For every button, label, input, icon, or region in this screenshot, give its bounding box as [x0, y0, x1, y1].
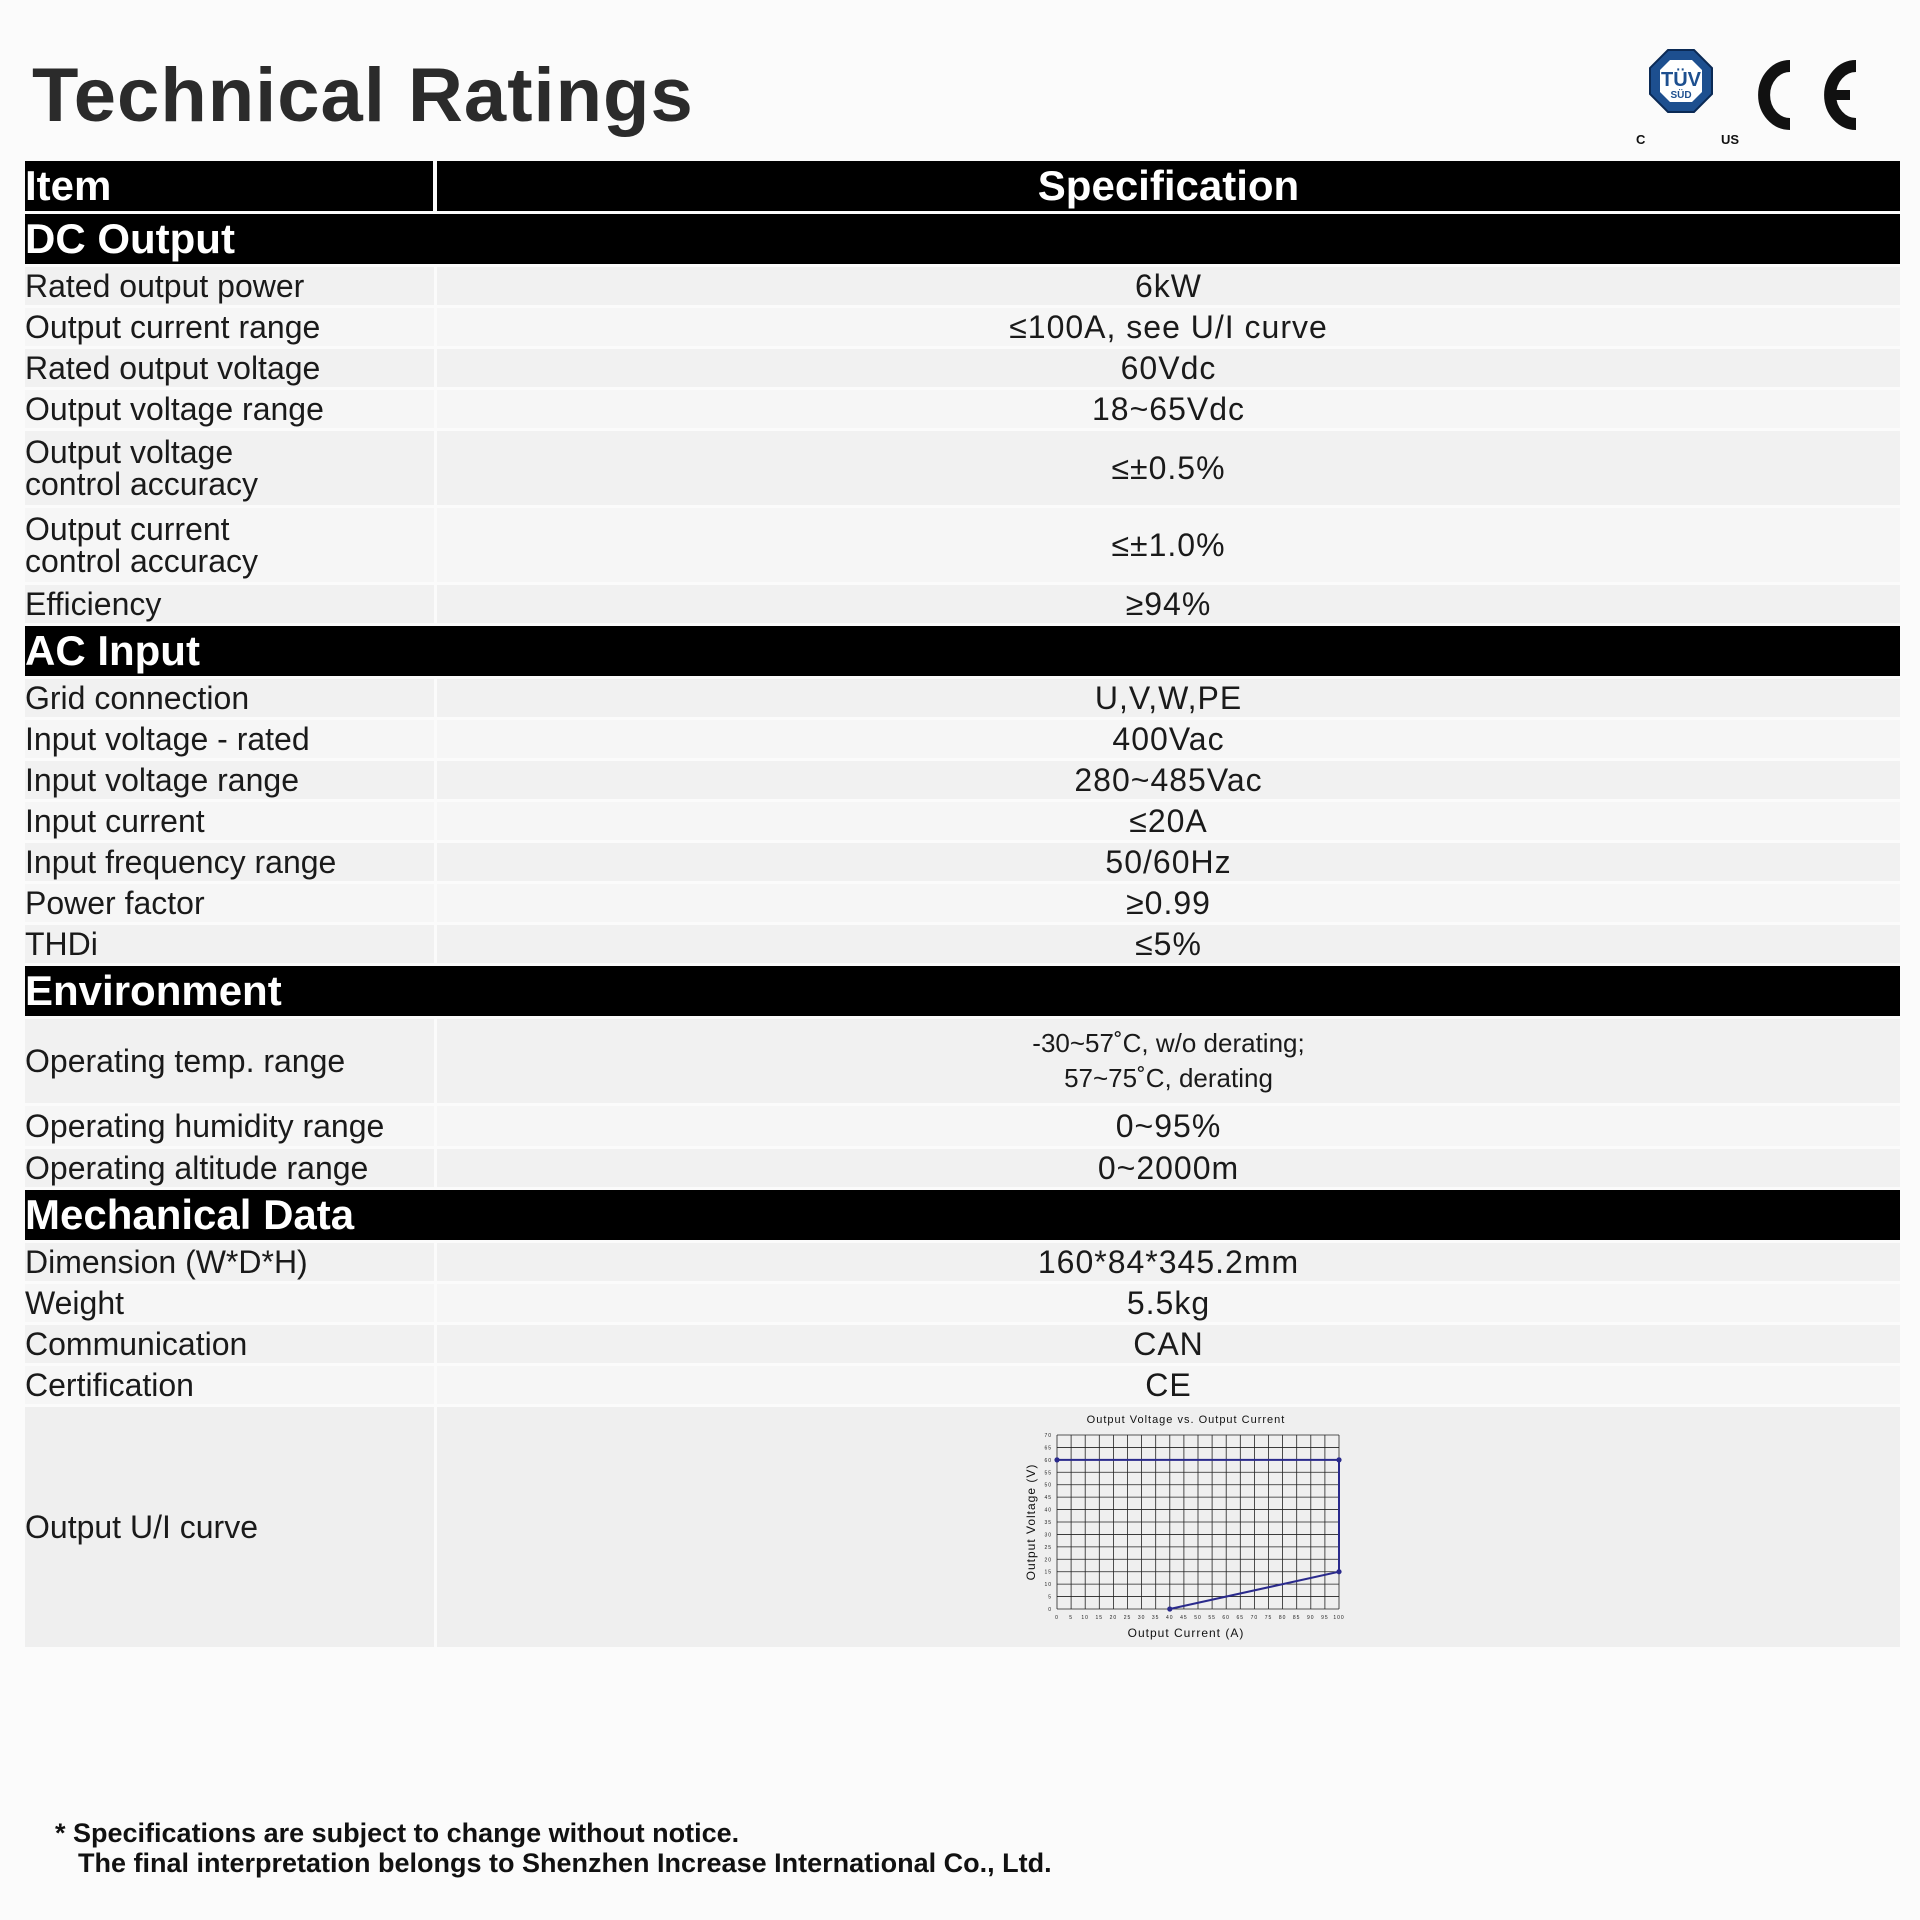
spec-cell: 0~2000m: [437, 1149, 1900, 1187]
item-cell: Input current: [25, 802, 437, 840]
table-row: [25, 267, 1900, 305]
section-title: Mechanical Data: [25, 1190, 1900, 1240]
spec-cell: ≤±0.5%: [437, 431, 1900, 505]
svg-text:SÜD: SÜD: [1670, 90, 1692, 101]
table-row: [25, 349, 1900, 387]
y-tick-label: 20: [1043, 1557, 1052, 1564]
item-cell: Power factor: [25, 884, 437, 922]
table-row: [25, 431, 1900, 505]
spec-cell: 50/60Hz: [437, 843, 1900, 881]
y-tick-label: 65: [1043, 1445, 1052, 1452]
x-tick-label: 10: [1080, 1615, 1089, 1621]
spec-cell: 18~65Vdc: [437, 390, 1900, 428]
spec-cell: 6kW: [437, 267, 1900, 305]
item-cell: Output U/I curve: [25, 1407, 437, 1647]
footnote-line-2: The final interpretation belongs to Shenzhen Increase International Co., Ltd.: [78, 1848, 1052, 1879]
x-tick-label: 25: [1123, 1615, 1131, 1621]
table-row: [25, 508, 1900, 582]
spec-cell: ≤100A, see U/I curve: [437, 308, 1900, 346]
item-cell: Rated output power: [25, 267, 437, 305]
spec-cell: ≤±1.0%: [437, 508, 1900, 582]
chart-title: Output Voltage vs. Output Current: [1086, 1414, 1285, 1426]
tuv-ce-logos: [1630, 46, 1890, 156]
x-tick-label: 80: [1278, 1615, 1286, 1621]
y-tick-label: 30: [1043, 1532, 1052, 1539]
x-tick-label: 65: [1236, 1615, 1244, 1621]
item-cell: Dimension (W*D*H): [25, 1243, 437, 1281]
item-cell: Communication: [25, 1325, 437, 1363]
y-tick-label: 40: [1043, 1507, 1052, 1514]
table-row: [25, 1243, 1900, 1281]
curve-cell: [437, 1407, 1900, 1647]
item-cell: Operating altitude range: [25, 1149, 437, 1187]
svg-text:TÜV: TÜV: [1661, 69, 1701, 91]
y-tick-label: 45: [1043, 1495, 1052, 1502]
ui-curve-point: [1054, 1457, 1059, 1462]
table-row: [25, 720, 1900, 758]
item-cell: Input frequency range: [25, 843, 437, 881]
item-cell: Grid connection: [25, 679, 437, 717]
ui-curve-point: [1336, 1569, 1341, 1574]
table-row: [25, 1284, 1900, 1322]
item-cell: Output voltage range: [25, 390, 437, 428]
spec-cell: -30~57˚C, w/o derating; 57~75˚C, derating: [437, 1019, 1900, 1103]
x-tick-label: 95: [1320, 1615, 1329, 1621]
item-cell: Efficiency: [25, 585, 437, 623]
x-tick-label: 60: [1221, 1615, 1230, 1621]
footnote-line-1: * Specifications are subject to change without notice.: [55, 1818, 740, 1848]
spec-table: [25, 158, 1900, 1650]
table-row: [25, 1149, 1900, 1187]
item-cell: Weight: [25, 1284, 437, 1322]
y-tick-label: 50: [1043, 1482, 1052, 1489]
item-cell: THDi: [25, 925, 437, 963]
certification-logos: [1630, 46, 1890, 156]
header-spec: Specification: [437, 161, 1900, 211]
table-row: [25, 1019, 1900, 1103]
section-header: [25, 214, 1900, 264]
y-tick-label: 70: [1043, 1433, 1052, 1439]
item-cell: Operating humidity range: [25, 1106, 437, 1146]
spec-cell: CAN: [437, 1325, 1900, 1363]
x-tick-label: 85: [1292, 1615, 1300, 1621]
item-cell: Operating temp. range: [25, 1019, 437, 1103]
table-row: [25, 802, 1900, 840]
table-row: [25, 884, 1900, 922]
y-tick-label: 25: [1043, 1544, 1052, 1551]
ui-curve-chart: [989, 1407, 1349, 1647]
y-axis-label: Output Voltage (V): [1023, 1463, 1038, 1581]
spec-cell: 5.5kg: [437, 1284, 1900, 1322]
x-tick-label: 75: [1264, 1615, 1272, 1621]
page-title: Technical Ratings: [32, 53, 694, 138]
ui-curve-point: [1167, 1606, 1172, 1611]
x-tick-label: 0: [1054, 1615, 1059, 1621]
table-row: [25, 679, 1900, 717]
section-title: DC Output: [25, 214, 1900, 264]
ce-mark: [1764, 66, 1856, 124]
y-tick-label: 5: [1047, 1594, 1052, 1601]
x-tick-label: 30: [1137, 1615, 1145, 1621]
section-title: AC Input: [25, 626, 1900, 676]
spec-cell: ≤5%: [437, 925, 1900, 963]
x-axis-label: Output Current (A): [1127, 1626, 1244, 1640]
table-row: [25, 1325, 1900, 1363]
section-header: [25, 626, 1900, 676]
table-row: [25, 925, 1900, 963]
x-tick-label: 40: [1165, 1615, 1174, 1621]
ui-curve-point: [1336, 1457, 1341, 1462]
table-row-curve: [25, 1407, 1900, 1647]
table-row: [25, 761, 1900, 799]
section-title: Environment: [25, 966, 1900, 1016]
item-cell: Output current range: [25, 308, 437, 346]
y-tick-label: 0: [1047, 1607, 1052, 1613]
y-tick-label: 10: [1043, 1582, 1052, 1589]
item-cell: Input voltage - rated: [25, 720, 437, 758]
y-tick-label: 15: [1043, 1569, 1052, 1576]
spec-cell: 160*84*345.2mm: [437, 1243, 1900, 1281]
svg-text:US: US: [1721, 132, 1740, 147]
header-item: Item: [25, 161, 437, 211]
x-tick-label: 100: [1332, 1615, 1345, 1621]
y-tick-label: 55: [1043, 1470, 1052, 1477]
item-cell: Rated output voltage: [25, 349, 437, 387]
table-row: [25, 308, 1900, 346]
spec-cell: 280~485Vac: [437, 761, 1900, 799]
table-row: [25, 585, 1900, 623]
y-tick-label: 60: [1043, 1457, 1052, 1464]
x-tick-label: 50: [1193, 1615, 1202, 1621]
table-row: [25, 1106, 1900, 1146]
x-tick-label: 20: [1109, 1615, 1117, 1621]
spec-cell: 0~95%: [437, 1106, 1900, 1146]
spec-cell: CE: [437, 1366, 1900, 1404]
tuv-sud-logo: [1636, 50, 1739, 147]
svg-text:C: C: [1636, 132, 1646, 147]
x-tick-label: 55: [1207, 1615, 1216, 1621]
section-header: [25, 1190, 1900, 1240]
spec-cell: ≥94%: [437, 585, 1900, 623]
x-tick-label: 35: [1151, 1615, 1159, 1621]
x-tick-label: 5: [1068, 1615, 1073, 1621]
item-cell: Output current control accuracy: [25, 508, 437, 582]
item-cell: Input voltage range: [25, 761, 437, 799]
x-tick-label: 15: [1095, 1615, 1103, 1621]
x-tick-label: 90: [1306, 1615, 1315, 1621]
x-tick-label: 45: [1179, 1615, 1188, 1621]
table-header: [25, 161, 1900, 211]
spec-cell: U,V,W,PE: [437, 679, 1900, 717]
item-cell: Output voltage control accuracy: [25, 431, 437, 505]
table-row: [25, 843, 1900, 881]
table-row: [25, 1366, 1900, 1404]
table-row: [25, 390, 1900, 428]
section-header: [25, 966, 1900, 1016]
spec-cell: ≤20A: [437, 802, 1900, 840]
y-tick-label: 35: [1043, 1520, 1052, 1526]
spec-cell: 400Vac: [437, 720, 1900, 758]
x-tick-label: 70: [1250, 1615, 1258, 1621]
spec-cell: ≥0.99: [437, 884, 1900, 922]
footnote: [55, 1818, 1052, 1878]
item-cell: Certification: [25, 1366, 437, 1404]
spec-cell: 60Vdc: [437, 349, 1900, 387]
